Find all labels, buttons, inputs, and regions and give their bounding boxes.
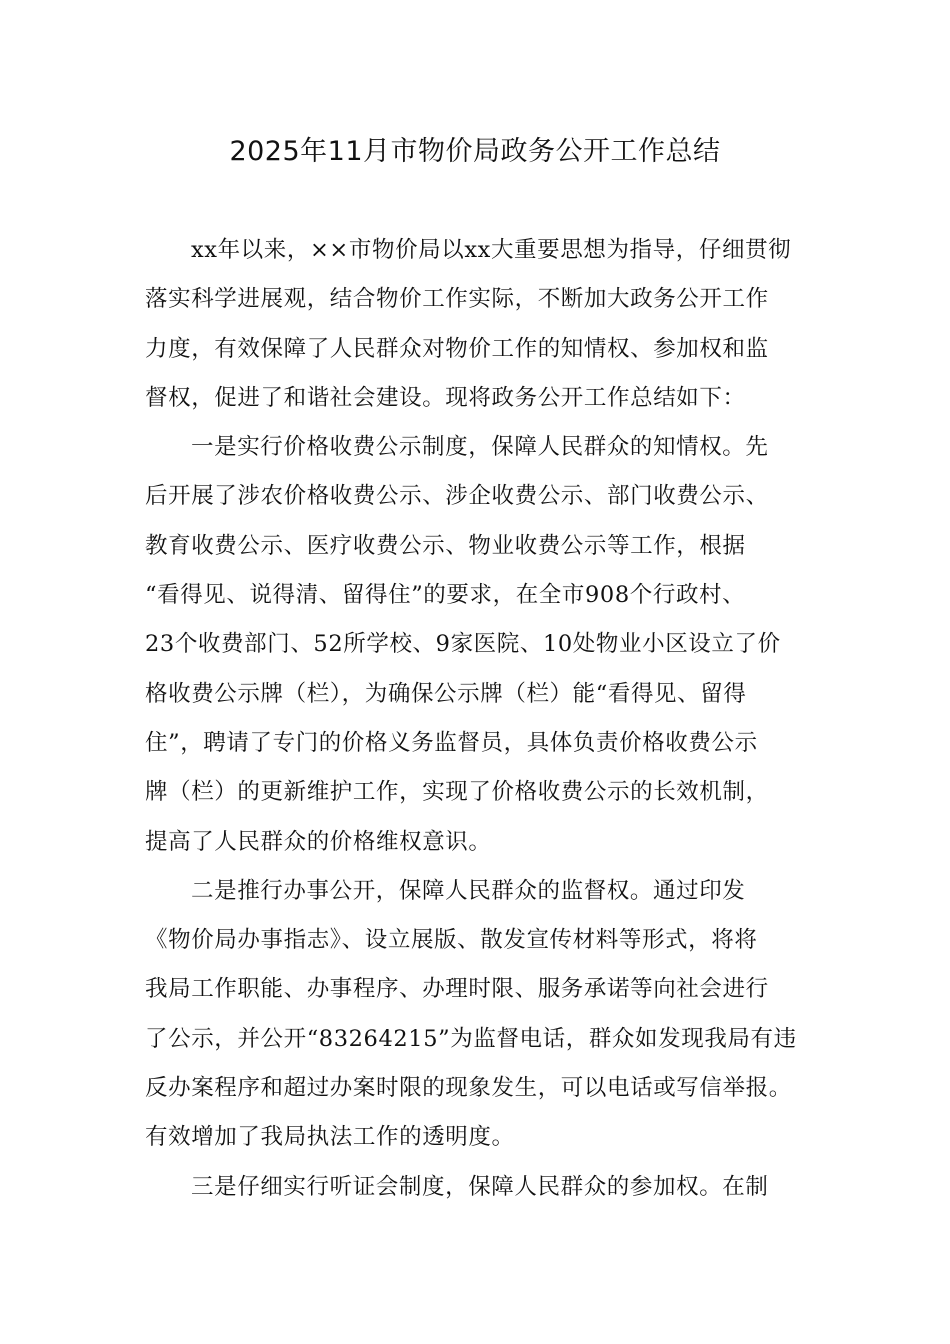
paragraph-2-line-2: 后开展了涉农价格收费公示、涉企收费公示、部门收费公示、	[145, 483, 769, 510]
document-title: 2025年11月市物价局政务公开工作总结	[229, 136, 721, 167]
paragraph-2-line-9: 提高了人民群众的价格维权意识。	[145, 828, 492, 855]
paragraph-2-line-6: 格收费公示牌（栏），为确保公示牌（栏）能“看得见、留得	[145, 680, 747, 707]
paragraph-2-line-3: 教育收费公示、医疗收费公示、物业收费公示等工作，根据	[145, 532, 746, 559]
paragraph-3-line-6: 有效增加了我局执法工作的透明度。	[145, 1124, 515, 1151]
paragraph-3-line-2: 《物价局办事指志》、设立展版、散发宣传材料等形式，将将	[145, 927, 758, 954]
paragraph-1-line-1: xx年以来，××市物价局以xx大重要思想为指导，仔细贯彻	[191, 237, 792, 263]
paragraph-1-line-2: 落实科学进展观，结合物价工作实际，不断加大政务公开工作	[145, 286, 769, 313]
paragraph-2-line-7: 住”，聘请了专门的价格义务监督员，具体负责价格收费公示	[145, 729, 758, 756]
paragraph-3-line-3: 我局工作职能、办事程序、办理时限、服务承诺等向社会进行	[145, 976, 769, 1003]
paragraph-2-line-5: 23个收费部门、52所学校、9家医院、10处物业小区设立了价	[145, 631, 781, 658]
paragraph-1-line-4: 督权，促进了和谐社会建设。现将政务公开工作总结如下：	[145, 384, 746, 411]
paragraph-2-line-4: “看得见、说得清、留得住”的要求，在全市908个行政村、	[145, 582, 746, 609]
paragraph-2-line-1: 一是实行价格收费公示制度，保障人民群众的知情权。先	[191, 434, 769, 461]
paragraph-3-line-1: 二是推行办事公开，保障人民群众的监督权。通过印发	[191, 877, 746, 904]
paragraph-3-line-4: 了公示，并公开“83264215”为监督电话，群众如发现我局有违	[145, 1025, 797, 1052]
paragraph-2-line-8: 牌（栏）的更新维护工作，实现了价格收费公示的长效机制，	[145, 779, 769, 806]
document-body	[145, 226, 825, 1212]
paragraph-4-line-1: 三是仔细实行听证会制度，保障人民群众的参加权。在制	[191, 1173, 769, 1200]
paragraph-1-line-3: 力度，有效保障了人民群众对物价工作的知情权、参加权和监	[145, 335, 769, 362]
paragraph-3-line-5: 反办案程序和超过办案时限的现象发生，可以电话或写信举报。	[145, 1075, 792, 1102]
